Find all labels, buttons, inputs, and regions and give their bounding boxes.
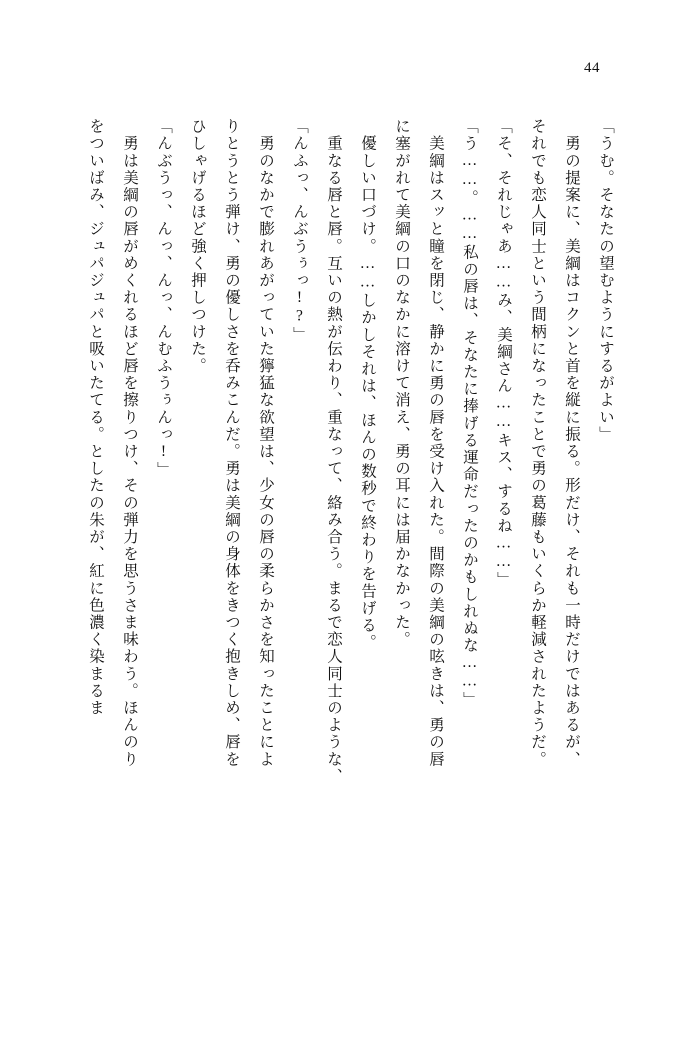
text-line: 「んふっ、んぶうぅっ!?」 [291, 118, 308, 344]
text-line: 重なる唇と唇。互いの熱が伝わり、重なって、絡み合う。まるで恋人同士のような、 [325, 118, 342, 785]
text-line: りとうとう弾け、勇の優しさを呑みこんだ。勇は美綱の身体をきつく抱きしめ、唇を [223, 118, 240, 768]
text-line: に塞がれて美綱の口のなかに溶けて消え、勇の耳には届かなかった。 [393, 118, 410, 649]
text-line: 「んぶうっ、んっ、んっ、んむふうぅんっ!」 [155, 118, 172, 479]
text-line: 「う……。……私の唇は、そなたに捧げる運命だったのかもしれぬな……」 [461, 118, 478, 709]
text-line: ひしゃげるほど強く押しつけた。 [189, 118, 206, 375]
text-line: をついばみ、ジュパジュパと吸いたてる。としたの朱が、紅に色濃く染まるま [87, 118, 104, 717]
page-number: 44 [584, 60, 600, 76]
text-line: 優しい口づけ。……しかしそれは、ほんの数秒で終わりを告げる。 [359, 118, 376, 652]
text-line: 勇の提案に、美綱はコクンと首を縦に振る。形だけ、それも一時だけではあるが、 [563, 118, 580, 768]
text-line: それでも恋人同士という間柄になったことで勇の葛藤もいくらか軽減されたようだ。 [529, 118, 546, 768]
text-line: 「そ、それじゃあ……み、美綱さん……キス、するね……」 [495, 118, 512, 589]
text-line: 美綱はスッと瞳を閉じ、静かに勇の唇を受け入れた。間際の美綱の呟きは、勇の唇 [427, 118, 444, 768]
vertical-text-body [62, 118, 613, 998]
text-line: 勇は美綱の唇がめくれるほど唇を擦りつけ、その弾力を思うさま味わう。ほんのり [121, 118, 138, 768]
text-line: 「うむ。そなたの望むようにするがよい」 [597, 118, 614, 443]
text-line: 勇のなかで膨れあがっていた獰猛な欲望は、少女の唇の柔らかさを知ったことによ [257, 118, 274, 768]
